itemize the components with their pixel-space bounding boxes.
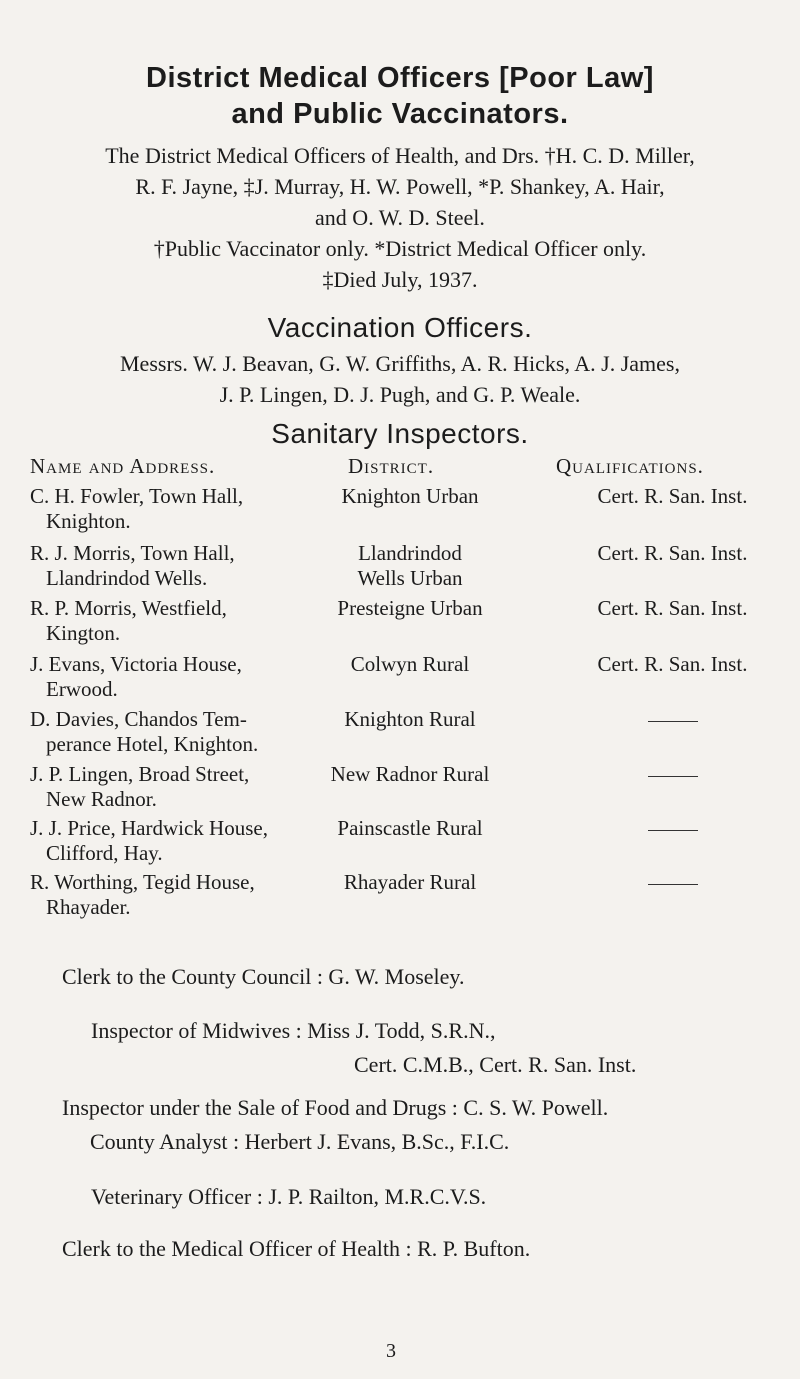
inspector-qualification	[560, 762, 785, 787]
district-line: Wells Urban	[357, 566, 463, 590]
inspector-name-address	[30, 816, 320, 866]
district-line: Rhayader Rural	[343, 870, 477, 894]
dash-rule	[648, 721, 698, 722]
inspector-district	[310, 484, 510, 509]
inspector-qualification: Cert. R. San. Inst.	[597, 484, 748, 508]
name-line: J. P. Lingen, Broad Street,	[30, 762, 250, 786]
inspector-name-address	[30, 707, 320, 757]
county-clerk-line: Clerk to the County Council : G. W. Moseley.	[62, 964, 465, 989]
inspector-district	[310, 596, 510, 621]
address-line: perance Hotel, Knighton.	[46, 732, 259, 756]
district-line: New Radnor Rural	[330, 762, 490, 786]
inspector-district	[310, 652, 510, 677]
vaccination-title: Vaccination Officers.	[267, 312, 533, 343]
page-number: 3	[386, 1340, 396, 1362]
address-line: Llandrindod Wells.	[46, 566, 208, 590]
district-line: Colwyn Rural	[350, 652, 470, 676]
county-analyst-line: County Analyst : Herbert J. Evans, B.Sc., F.I.C.	[90, 1129, 510, 1154]
officers-body-line: and O. W. D. Steel.	[315, 205, 485, 230]
address-line: New Radnor.	[46, 787, 157, 811]
inspector-district	[310, 541, 510, 591]
name-line: R. P. Morris, Westfield,	[30, 596, 227, 620]
name-line: D. Davies, Chandos Tem-	[30, 707, 247, 731]
inspector-qualification: Cert. R. San. Inst.	[597, 652, 748, 676]
district-line: Presteigne Urban	[337, 596, 483, 620]
food-drugs-inspector-line: Inspector under the Sale of Food and Drugs : C. S. W. Powell.	[62, 1095, 609, 1120]
officers-note-line: ‡Died July, 1937.	[322, 267, 478, 292]
inspector-qualification	[560, 816, 785, 841]
dash-rule	[648, 830, 698, 831]
vaccination-line: Messrs. W. J. Beavan, G. W. Griffiths, A. R. Hicks, A. J. James,	[120, 351, 680, 376]
officers-body-line: The District Medical Officers of Health, and Drs. †H. C. D. Miller,	[105, 143, 695, 168]
inspector-qualification: Cert. R. San. Inst.	[597, 541, 748, 565]
address-line: Clifford, Hay.	[46, 841, 163, 865]
officers-paragraph	[30, 140, 770, 295]
inspector-qualification	[560, 707, 785, 732]
district-line: Knighton Rural	[344, 707, 476, 731]
inspector-name-address	[30, 541, 320, 591]
inspector-district	[310, 816, 510, 841]
name-line: J. Evans, Victoria House,	[30, 652, 242, 676]
inspector-name-address	[30, 652, 320, 702]
officers-body-line: R. F. Jayne, ‡J. Murray, H. W. Powell, *P. Shankey, A. Hair,	[135, 174, 665, 199]
district-line: Painscastle Rural	[337, 816, 483, 840]
name-line: R. J. Morris, Town Hall,	[30, 541, 235, 565]
inspector-name-address	[30, 484, 320, 534]
inspector-qualification: Cert. R. San. Inst.	[597, 596, 748, 620]
district-line: Knighton Urban	[341, 484, 479, 508]
inspector-name-address	[30, 762, 320, 812]
medical-clerk-line: Clerk to the Medical Officer of Health : R. P. Bufton.	[62, 1236, 531, 1261]
dash-rule	[648, 884, 698, 885]
name-line: J. J. Price, Hardwick House,	[30, 816, 268, 840]
column-header-qualifications: Qualifications.	[556, 454, 704, 478]
inspector-name-address	[30, 870, 320, 920]
address-line: Rhayader.	[46, 895, 131, 919]
officers-title-line1: District Medical Officers [Poor Law]	[146, 62, 654, 94]
inspector-district	[310, 762, 510, 787]
veterinary-officer-line: Veterinary Officer : J. P. Railton, M.R.C.V.S.	[91, 1184, 487, 1209]
address-line: Kington.	[46, 621, 121, 645]
vaccination-paragraph	[30, 348, 770, 410]
inspector-name-address	[30, 596, 320, 646]
name-line: C. H. Fowler, Town Hall,	[30, 484, 244, 508]
vaccination-line: J. P. Lingen, D. J. Pugh, and G. P. Weale.	[219, 382, 581, 407]
address-line: Erwood.	[46, 677, 118, 701]
address-line: Knighton.	[46, 509, 131, 533]
officers-note-line: †Public Vaccinator only. *District Medical Officer only.	[153, 236, 647, 261]
midwives-qualification-line: Cert. C.M.B., Cert. R. San. Inst.	[354, 1052, 637, 1077]
officers-title-line2: and Public Vaccinators.	[231, 98, 569, 130]
inspector-qualification	[560, 870, 785, 895]
district-line: Llandrindod	[358, 541, 462, 565]
inspectors-title: Sanitary Inspectors.	[271, 418, 529, 449]
column-header-district: District.	[348, 454, 435, 478]
name-line: R. Worthing, Tegid House,	[30, 870, 255, 894]
inspector-district	[310, 707, 510, 732]
dash-rule	[648, 776, 698, 777]
midwives-inspector-line: Inspector of Midwives : Miss J. Todd, S.R.N.,	[91, 1018, 496, 1043]
inspector-district	[310, 870, 510, 895]
column-header-name: Name and Address.	[30, 454, 216, 478]
